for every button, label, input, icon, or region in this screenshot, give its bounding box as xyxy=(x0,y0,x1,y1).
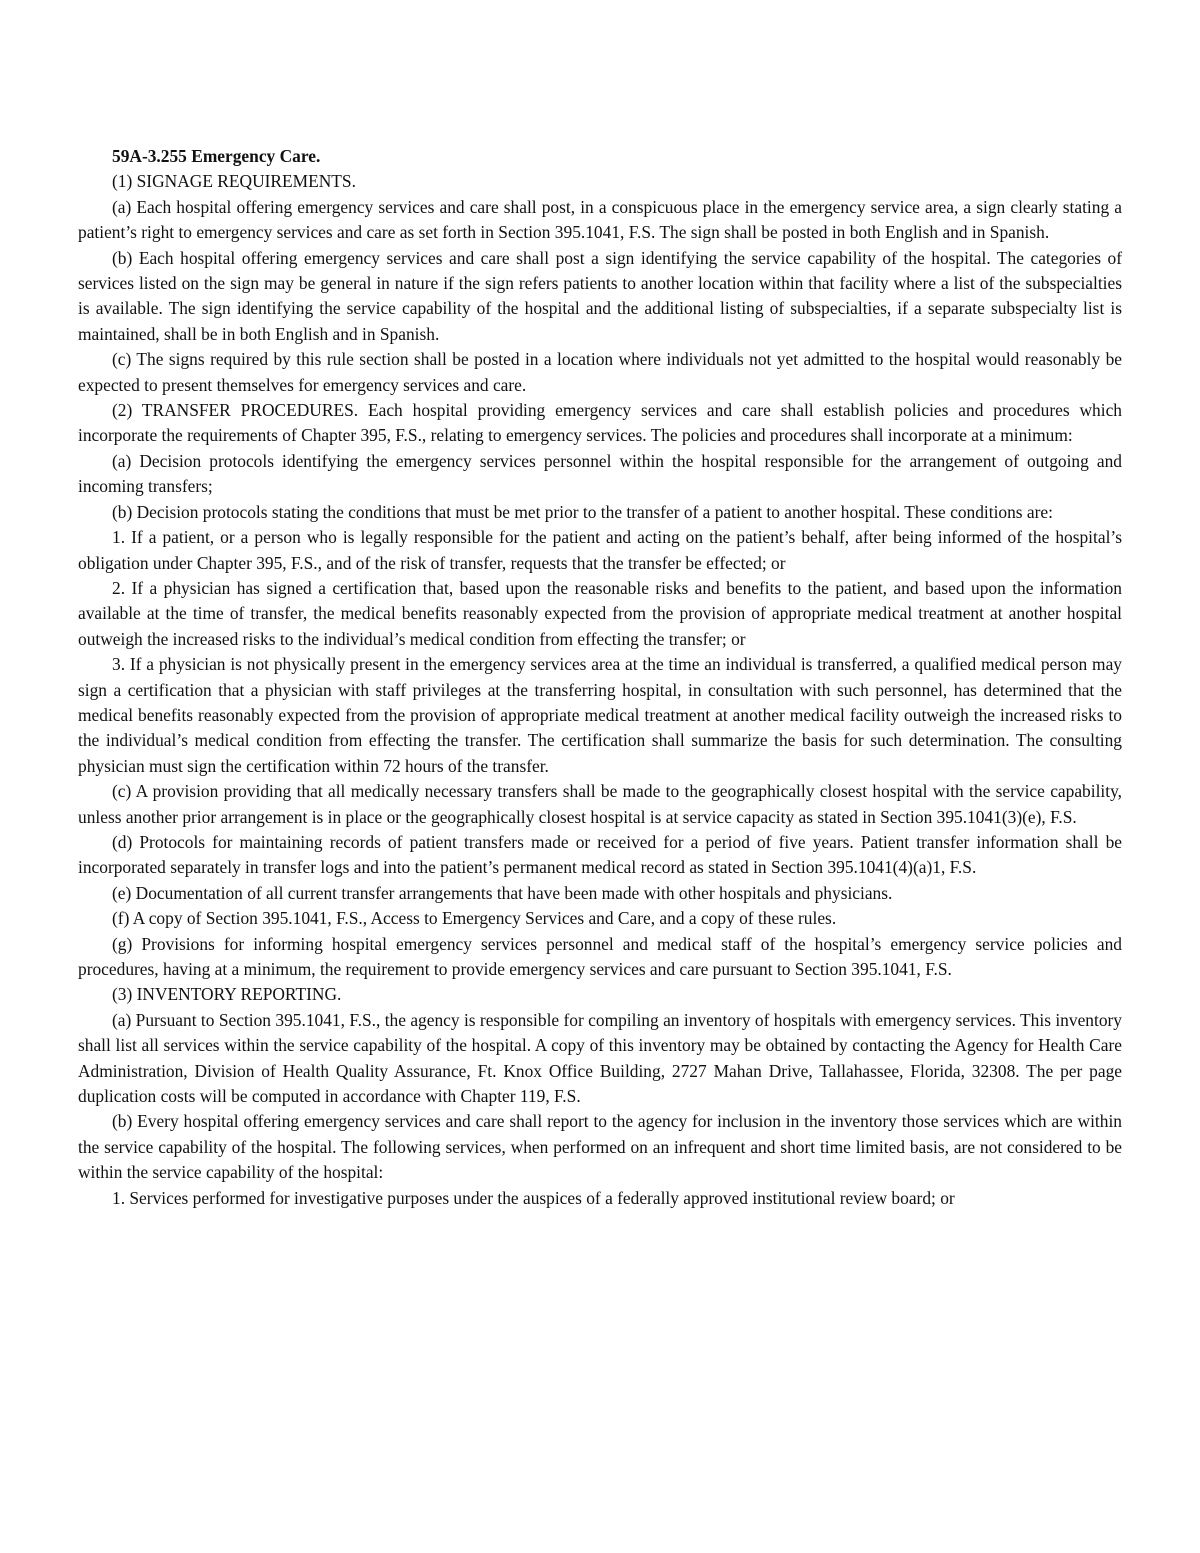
paragraph-2b-3: 3. If a physician is not physically present in the emergency services area at the time an individual is transferred, a qualified medical person may sign a certification that a physician with staff privileges at the transferring hospital, in consultation with such personnel, has determined that the medical benefits reasonably expected from the provision of appropriate medical treatment at another medical facility outweigh the increased risks to the individual’s medical condition from effecting the transfer. The certification shall summarize the basis for such determination. The consulting physician must sign the certification within 72 hours of the transfer. xyxy=(78,654,1122,776)
paragraph-3a: (a) Pursuant to Section 395.1041, F.S., the agency is responsible for compiling an inventory of hospitals with emergency services. This inventory shall list all services within the service capability of the hospital. A copy of this inventory may be obtained by contacting the Agency for Health Care Administration, Division of Health Quality Assurance, Ft. Knox Office Building, 2727 Mahan Drive, Tallahassee, Florida, 32308. The per page duplication costs will be computed in accordance with Chapter 119, F.S. xyxy=(78,1009,1122,1107)
paragraph-1b: (b) Each hospital offering emergency services and care shall post a sign identifying the service capability of the hospital. The categories of services listed on the sign may be general in nature if the sign refers patients to another location within that facility where a list of the subspecialties is available. The sign identifying the service capability of the hospital and the additional listing of subspecialties, if a separate subspecialty list is maintained, shall be in both English and in Spanish. xyxy=(78,247,1122,344)
paragraph-2c: (c) A provision providing that all medically necessary transfers shall be made to the geographically closest hospital with the service capability, unless another prior arrangement is in place or the geographically closest hospital is at service capacity as stated in Section 395.1041(3)(e), F.S. xyxy=(78,781,1122,827)
section-3-heading: (3) INVENTORY REPORTING. xyxy=(112,984,342,1005)
section-2-heading: (2) TRANSFER PROCEDURES. Each hospital providing emergency services and care shall establish policies and procedures which incorporate the requirements of Chapter 395, F.S., relating to emergency services. The policies and procedures shall incorporate at a minimum: xyxy=(78,400,1122,446)
section-1-heading: (1) SIGNAGE REQUIREMENTS. xyxy=(112,171,356,192)
paragraph-3b-1: 1. Services performed for investigative purposes under the auspices of a federally approved institutional review board; or xyxy=(112,1187,955,1208)
paragraph-2a: (a) Decision protocols identifying the emergency services personnel within the hospital responsible for the arrangement of outgoing and incoming transfers; xyxy=(78,450,1122,497)
rule-title: 59A-3.255 Emergency Care. xyxy=(112,146,321,166)
paragraph-2d: (d) Protocols for maintaining records of patient transfers made or received for a period of five years. Patient transfer information shall be incorporated separately in transfer logs and into the patient’s permanent medical record as stated in Section 395.1041(4)(a)1, F.S. xyxy=(78,831,1122,878)
paragraph-1c: (c) The signs required by this rule section shall be posted in a location where individuals not yet admitted to the hospital would reasonably be expected to present themselves for emergency services and care. xyxy=(78,349,1122,395)
document-page xyxy=(78,144,1122,1211)
paragraph-2b-2: 2. If a physician has signed a certification that, based upon the reasonable risks and benefits to the patient, and based upon the information available at the time of transfer, the medical benefits reasonably expected from the provision of appropriate medical treatment at another hospital outweigh the increased risks to the individual’s medical condition from effecting the transfer; or xyxy=(78,577,1122,649)
paragraph-2b: (b) Decision protocols stating the conditions that must be met prior to the transfer of a patient to another hospital. These conditions are: xyxy=(112,501,1053,522)
paragraph-3b: (b) Every hospital offering emergency services and care shall report to the agency for inclusion in the inventory those services which are within the service capability of the hospital. The following services, when performed on an infrequent and short time limited basis, are not considered to be within the service capability of the hospital: xyxy=(78,1111,1122,1183)
paragraph-2g: (g) Provisions for informing hospital emergency services personnel and medical staff of the hospital’s emergency service policies and procedures, having at a minimum, the requirement to provide emergency services and care pursuant to Section 395.1041, F.S. xyxy=(78,933,1122,979)
paragraph-2e: (e) Documentation of all current transfer arrangements that have been made with other hospitals and physicians. xyxy=(112,882,893,903)
paragraph-2b-1: 1. If a patient, or a person who is legally responsible for the patient and acting on the patient’s behalf, after being informed of the hospital’s obligation under Chapter 395, F.S., and of the risk of transfer, requests that the transfer be effected; or xyxy=(78,527,1122,573)
paragraph-1a: (a) Each hospital offering emergency services and care shall post, in a conspicuous place in the emergency service area, a sign clearly stating a patient’s right to emergency services and care as set forth in Section 395.1041, F.S. The sign shall be posted in both English and in Spanish. xyxy=(78,196,1122,243)
paragraph-2f: (f) A copy of Section 395.1041, F.S., Access to Emergency Services and Care, and a copy of these rules. xyxy=(112,908,837,929)
